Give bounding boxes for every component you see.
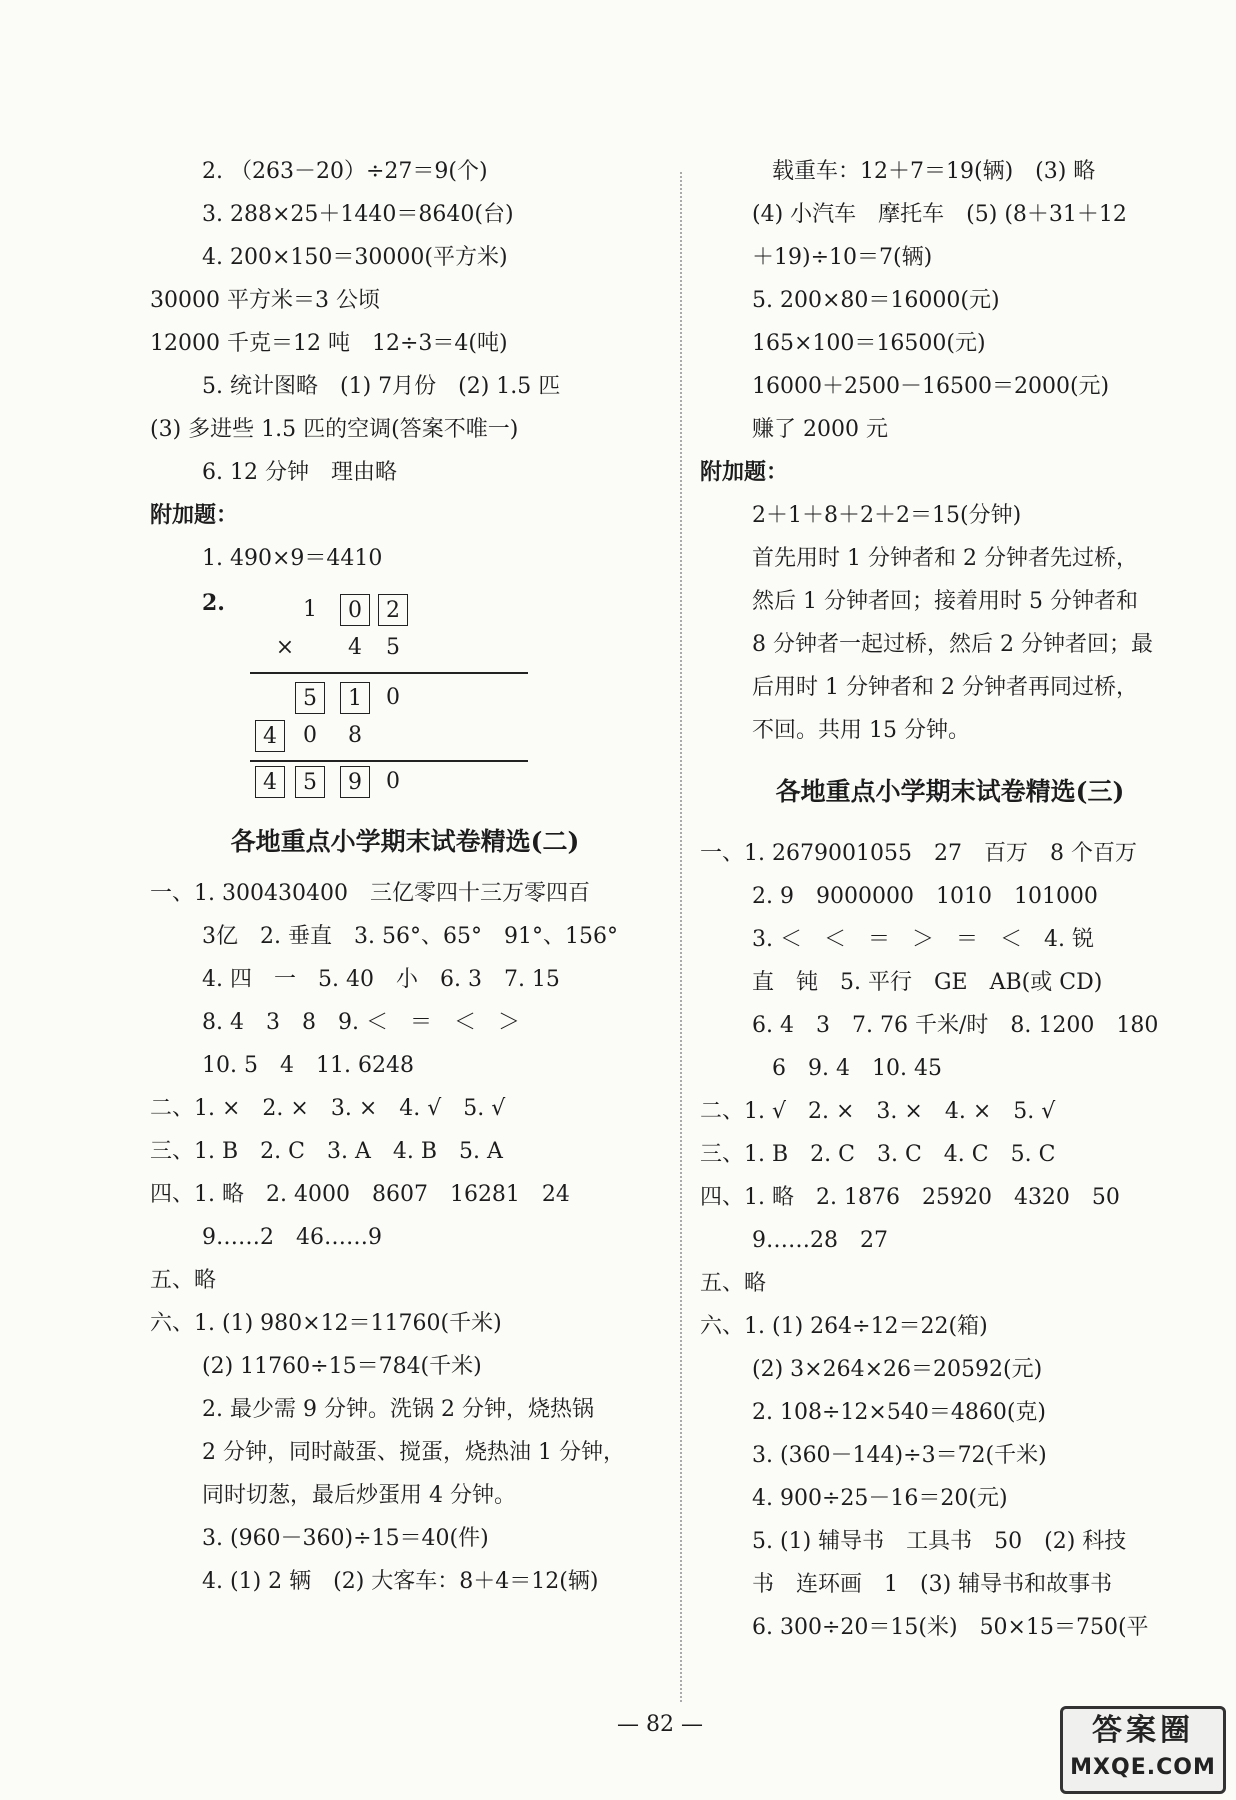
section-title: 各地重点小学期末试卷精选(二) [230,827,580,856]
answer-line: 二、1. √ 2. × 3. × 4. × 5. √ [700,1099,1056,1124]
answer-line: 载重车：12＋7＝19(辆) (3) 略 [772,159,1096,184]
calc-label: 2. [202,590,225,616]
answer-line: 赚了 2000 元 [752,417,888,442]
answer-line: 165×100＝16500(元) [752,331,986,356]
answer-line: ＋19)÷10＝7(辆) [752,245,933,270]
section-heading: 附加题： [700,459,789,485]
left-answers-top [150,150,660,580]
answer-line: 3. (960－360)÷15＝40(件) [202,1526,489,1551]
answer-line: 2 分钟，同时敲蛋、搅蛋，烧热油 1 分钟， [202,1440,625,1465]
answer-line: 4. 四 一 5. 40 小 6. 3 7. 15 [202,967,560,992]
watermark-logo [1060,1706,1226,1794]
answer-line: 2. 最少需 9 分钟。洗锅 2 分钟，烧热锅 [202,1397,594,1422]
answer-line: 30000 平方米＝3 公顷 [150,288,380,313]
calc-digit: 0 [386,685,400,710]
answer-line: 5. 200×80＝16000(元) [752,288,1000,313]
answer-line: 三、1. B 2. C 3. C 4. C 5. C [700,1142,1056,1167]
watermark-top: 答案圈 [1092,1713,1194,1748]
calc-digit: 8 [348,723,362,748]
answer-line: 2. 108÷12×540＝4860(克) [752,1400,1046,1425]
answer-line: 6. 12 分钟 理由略 [202,460,397,485]
right-answers-bottom [700,832,1200,1649]
calc-digit: 1 [303,597,317,622]
watermark-bottom: MXQE.COM [1070,1755,1216,1780]
right-answers-top [700,150,1200,752]
answer-line: 2. （263－20）÷27＝9(个) [202,159,488,184]
answer-line: 9……2 46……9 [202,1225,382,1250]
answer-line: 四、1. 略 2. 1876 25920 4320 50 [700,1185,1120,1210]
answer-line: 6. 4 3 7. 76 千米/时 8. 1200 180 [752,1013,1159,1038]
calc-digit-box: 4 [255,720,285,752]
calc-digit-box: 1 [340,682,370,714]
calc-digit: 0 [386,769,400,794]
calc-digit: 4 [348,635,362,660]
calc-digit-box: 5 [295,682,325,714]
right-column [700,150,1200,1649]
answer-line: 8 分钟者一起过桥，然后 2 分钟者回；最 [752,632,1153,657]
calc-rule [250,672,528,674]
page-number: — 82 — [617,1712,703,1737]
answer-line: 9……28 27 [752,1228,888,1253]
calc-digit: 0 [303,723,317,748]
answer-line: (4) 小汽车 摩托车 (5) (8＋31＋12 [752,202,1127,227]
section-heading: 附加题： [150,502,239,528]
answer-line: 然后 1 分钟者回；接着用时 5 分钟者和 [752,589,1138,614]
answer-line: 五、略 [700,1271,767,1296]
left-column [150,150,660,1603]
answer-line: 书 连环画 1 (3) 辅导书和故事书 [752,1572,1113,1597]
answer-line: 3. ＜ ＜ ＝ ＞ ＝ ＜ 4. 锐 [752,927,1094,952]
left-answers-bottom [150,872,660,1603]
answer-line: 2＋1＋8＋2＋2＝15(分钟) [752,503,1022,528]
answer-line: (2) 11760÷15＝784(千米) [202,1354,482,1379]
answer-line: 3亿 2. 垂直 3. 56°、65° 91°、156° [202,924,618,949]
answer-line: 六、1. (1) 264÷12＝22(箱) [700,1314,988,1339]
answer-line: 3. 288×25＋1440＝8640(台) [202,202,514,227]
answer-line: 6. 300÷20＝15(米) 50×15＝750(平 [752,1615,1149,1640]
answer-line: 二、1. × 2. × 3. × 4. √ 5. √ [150,1096,506,1121]
answer-line: 4. 900÷25－16＝20(元) [752,1486,1008,1511]
answer-line: (2) 3×264×26＝20592(元) [752,1357,1043,1382]
answer-line: 16000＋2500－16500＝2000(元) [752,374,1110,399]
section-title: 各地重点小学期末试卷精选(三) [775,777,1125,806]
answer-line: 2. 9 9000000 1010 101000 [752,884,1098,909]
answer-line: 后用时 1 分钟者和 2 分钟者再同过桥， [752,675,1138,700]
answer-line: 5. (1) 辅导书 工具书 50 (2) 科技 [752,1529,1127,1554]
answer-line: 8. 4 3 8 9. ＜ ＝ ＜ ＞ [202,1010,520,1035]
answer-line: 不回。共用 15 分钟。 [752,718,970,743]
answer-line: 6 9. 4 10. 45 [772,1056,942,1081]
answer-line: 一、1. 2679001055 27 百万 8 个百万 [700,841,1137,866]
calc-digit: 5 [386,635,400,660]
answer-line: 首先用时 1 分钟者和 2 分钟者先过桥， [752,546,1138,571]
calc-rule [250,760,528,762]
answer-line: 4. (1) 2 辆 (2) 大客车：8＋4＝12(辆) [202,1569,599,1594]
answer-line: 4. 200×150＝30000(平方米) [202,245,508,270]
answer-line: 直 钝 5. 平行 GE AB(或 CD) [752,970,1103,995]
calc-digit-box: 2 [378,594,408,626]
answer-line: 1. 490×9＝4410 [202,546,383,571]
answer-line: 五、略 [150,1268,217,1293]
calc-digit-box: 5 [295,766,325,798]
vertical-multiplication [150,580,590,800]
answer-line: 六、1. (1) 980×12＝11760(千米) [150,1311,502,1336]
calc-digit-box: 4 [255,766,285,798]
answer-line: 同时切葱，最后炒蛋用 4 分钟。 [202,1483,516,1508]
answer-line: 5. 统计图略 (1) 7月份 (2) 1.5 匹 [202,374,561,399]
times-sign: × [275,635,295,660]
column-divider [680,172,682,1702]
answer-line: 10. 5 4 11. 6248 [202,1053,414,1078]
calc-digit-box: 9 [340,766,370,798]
answer-line: 三、1. B 2. C 3. A 4. B 5. A [150,1139,503,1164]
answer-line: 12000 千克＝12 吨 12÷3＝4(吨) [150,331,508,356]
answer-line: 一、1. 300430400 三亿零四十三万零四百 [150,881,590,906]
answer-line: 3. (360－144)÷3＝72(千米) [752,1443,1047,1468]
calc-digit-box: 0 [340,594,370,626]
answer-line: (3) 多进些 1.5 匹的空调(答案不唯一) [150,417,519,442]
answer-line: 四、1. 略 2. 4000 8607 16281 24 [150,1182,570,1207]
